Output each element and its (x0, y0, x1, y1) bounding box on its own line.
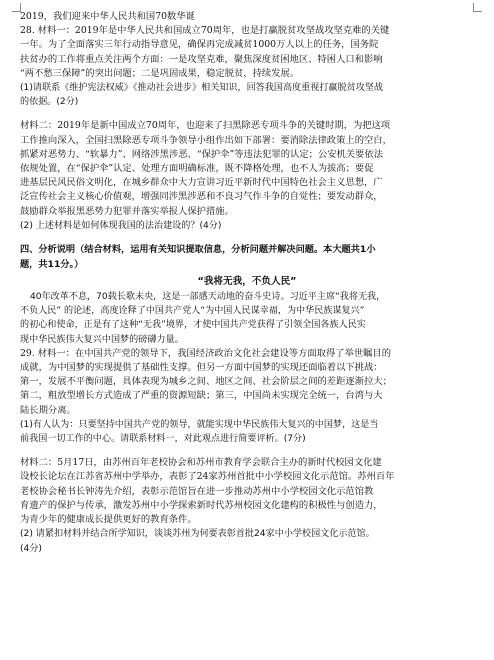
text-line: 的依据。(2分) (20, 97, 79, 108)
q28-material-one (20, 24, 474, 81)
text-line: 一年。为了全面落实三年行动指导意见，确保再完成减贫1000万人以上的任务，国务院 (20, 39, 379, 51)
text-line: 29. 材料一：在中国共产党的领导下，我国经济政治文化社会建设等方面取得了举世瞩目的 (20, 347, 392, 359)
text-line: 老校协会秘书长钟涛先介绍，表彰示范馆旨在进一步推动苏州中小学校园文化示范馆教 (20, 485, 374, 497)
text-line: 四、分析说明（结合材料，运用有关知识提取信息，分析问题并解决问题。本大题共1小 (20, 244, 376, 256)
header-line: 2019，我们迎来中华人民共和国70数华诞 (20, 11, 195, 22)
crop-mark-top-left (12, 3, 21, 12)
text-line: 成就，为中国梦的实现提供了基础性支撑。但另一方面中国梦的实现还面临着以下挑战： (20, 362, 383, 374)
text-line: 进基层民风民俗文明化，在城乡群众中大力宣讲习近平新时代中国特色社会主义思想，广 (20, 177, 383, 189)
text-line: 工作推向深入，全国扫黑除恶专项斗争领导小组作出如下部署：要消除法律政策上的空白， (20, 134, 392, 146)
text-line: 依规处置，在“保护伞”认定、处理方面明确标准，既不降格处理，也不人为拔高；要促 (20, 163, 374, 175)
q29-material-one (20, 347, 474, 418)
text-line: 前我国一切工作的中心。请联系材料一，对此观点进行简要评析。(7分) (20, 434, 306, 445)
section-four-heading (20, 243, 474, 272)
text-line: 的初心和使命，正是有了这种“无我”境界，才使中国共产党获得了引领全国各族人民实 (20, 320, 366, 331)
text-line: 设校长论坛在江苏省苏州中学举办，表彰了24家苏州首批中小学校园文化示范馆。苏州百年 (20, 471, 395, 483)
text-line: 题，共11分。） (20, 258, 84, 270)
q28-material-two (20, 119, 474, 218)
text-line: 材料二：2019年是新中国成立70周年，也迎来了扫黑除恶专项斗争的关键时期，为把这项 (20, 120, 391, 132)
q29-subquestion-one (20, 418, 474, 446)
text-line: 陆长期分离。 (20, 404, 76, 416)
text-line: 泛宣传社会主义核心价值观，增强同涉黑涉恶和不良习气作斗争的自觉性；要发动群众， (20, 191, 383, 203)
text-line: 第二，粗放型增长方式造成了严重的资源短缺；第三，中国尚未实现完全统一，台湾与大 (20, 390, 383, 402)
text-line: (1)请联系《维护宪法权威》《推动社会进步》相关知识，回答我国高度重视打赢脱贫攻坚战 (20, 83, 383, 94)
essay-title: “我将无我，不负人民” (197, 276, 297, 288)
text-line: 材料二：5月17日，由苏州百年老校协会和苏州市教育学会联合主办的新时代校园文化建 (20, 457, 382, 469)
q29-subquestion-two (20, 527, 474, 555)
crop-mark-top-right (473, 3, 482, 12)
q28-subquestion-one (20, 81, 474, 109)
text-line: (2) 请紧扣材料并结合所学知识，谈谈苏州为何要表彰首批24家中小学校园文化示范馆。 (20, 529, 375, 540)
q28-subquestion-two: (2) 上述材料是如何体现我国的法治建设的？(4分) (20, 220, 222, 231)
text-line: 28. 材料一：2019年是中华人民共和国成立70周年，也是打赢脱贫攻坚战攻坚克难的关键 (20, 25, 390, 37)
text-line: 第一，发展不平衡问题，具体表现为城乡之间、地区之间、社会阶层之间的差距逐渐拉大； (20, 376, 392, 388)
text-line: 现中华民族伟大复兴中国梦的磅礴力量。 (20, 334, 184, 345)
text-line: 鼓励群众举报黑恶势力犯罪并落实举报人保护措施。 (20, 205, 234, 217)
text-line: (1)有人认为：只要坚持中国共产党的领导，就能实现中华民族伟大复兴的中国梦，这是当 (20, 419, 379, 430)
text-line: 扶贫办的工作将重点关注两个方面：一是攻坚克难，聚焦深度贫困地区、特困人口和影响 (20, 53, 383, 65)
q29-material-two (20, 456, 474, 527)
text-line: 育遗产的保护与传承，激发苏州中小学探索新时代苏州校园文化建构的积极性与创造力， (20, 499, 383, 511)
text-line: 抓紧对恶势力、“软暴力”、网络涉黑涉恶、“保护伞”等违法犯罪的认定；公安机关要依法 (20, 148, 383, 160)
text-line: 不负人民” 的论述，高度诠释了中国共产党人“为中国人民谋幸福，为中华民族谋复兴” (20, 306, 365, 317)
text-line: 为青少年的健康成长提供更好的教育条件。 (20, 514, 197, 526)
text-line: 40年改革不息，70载长歌未央，这是一部感天动地的奋斗史诗。习近平主席“我将无我， (30, 292, 386, 303)
essay-body (20, 290, 474, 347)
text-line: “两不愁三保障”的突出问题；二是巩固成果，稳定脱贫，持续发展。 (20, 67, 300, 79)
text-line: (4分) (20, 543, 42, 554)
